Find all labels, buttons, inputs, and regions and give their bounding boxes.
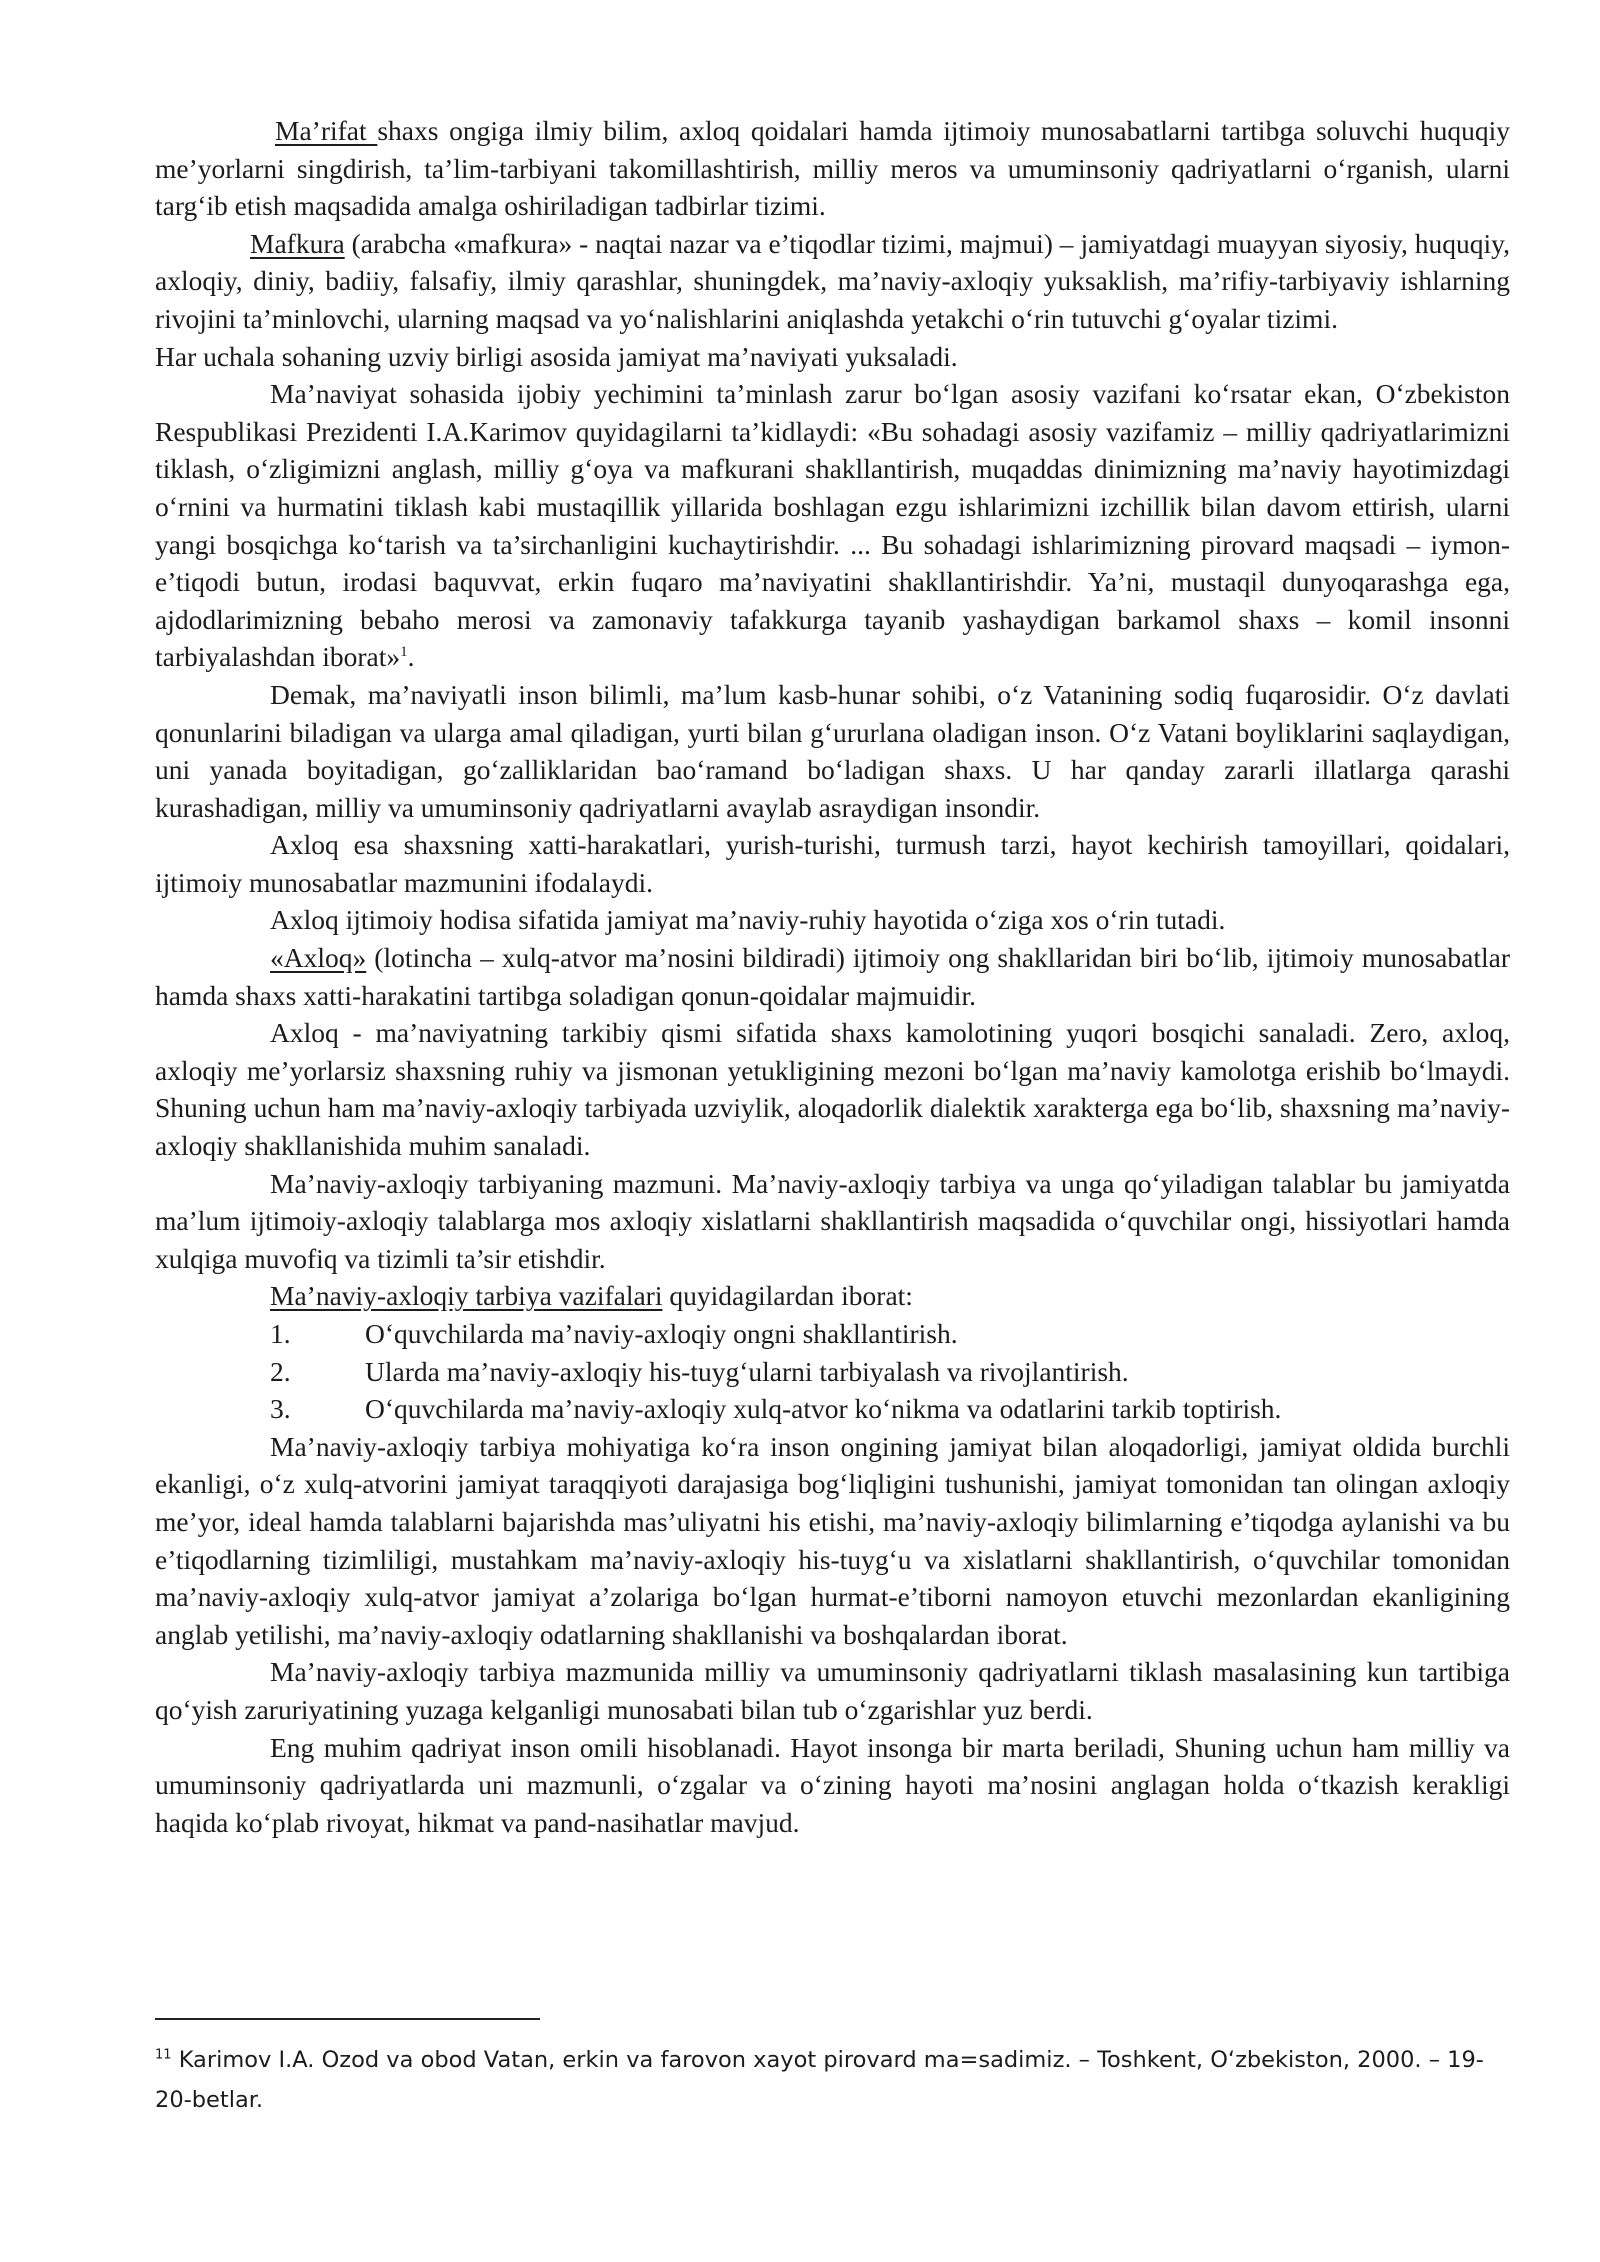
footnote-text: Karimov I.A. Ozod va obod Vatan, erkin va farovon xayot pirovard ma=sadimiz. – Toshkent, O‘zbekiston, 2000. – 19-20-betlar. [155, 2047, 1484, 2113]
tasks-list [155, 1315, 1510, 1428]
list-text: O‘quvchilarda ma’naviy-axloqiy ongni shakllantirish. [365, 1318, 958, 1349]
list-number: 3. [270, 1393, 291, 1425]
footnote-reference: 1 [400, 644, 408, 661]
paragraph-values-restoration: Ma’naviy-axloqiy tarbiya mazmunida milliy va umuminsoniy qadriyatlarni tiklash masalasining kun tartibiga qo‘yish zaruriyatining yuzaga kelganligi munosabati bilan tub o‘zgarishlar yuz berdi. [155, 1656, 1510, 1725]
list-item [155, 1390, 1510, 1428]
paragraph-manaviyatli-inson: Demak, ma’naviyatli inson bilimli, ma’lum kasb-hunar sohibi, o‘z Vatanining sodiq fuqarosidir. O‘z davlati qonunlarini biladigan va ularga amal qiladigan, yurti bilan g‘ururlana oladigan inson. O‘z Vatani boyliklarini saqlaydigan, uni yanada boyitadigan, go‘zalliklaridan bao‘ramand bo‘ladigan shaxs. U har qanday zararli illatlarga qarashi kurashadigan, milliy va umuminsoniy qadriyatlarni avaylab asraydigan insondir. [155, 678, 1510, 823]
paragraph-text: (lotincha – xulq-atvor ma’nosini bildiradi) ijtimoiy ong shakllaridan biri bo‘lib, ijtimoiy munosabatlar hamda shaxs xatti-harakatini tartibga soladigan qonun-qoidalar majmuidir. [155, 942, 1510, 1011]
paragraph-summary: Har uchala sohaning uzviy birligi asosida jamiyat ma’naviyati yuksaladi. [155, 340, 958, 372]
list-number: 2. [270, 1355, 291, 1387]
paragraph-axloq-term [155, 939, 1510, 1014]
paragraph-end: . [407, 641, 415, 673]
list-item [155, 1353, 1510, 1391]
list-text: Ularda ma’naviy-axloqiy his-tuyg‘ularni tarbiyalash va rivojlantirish. [365, 1355, 1129, 1387]
document-body [155, 112, 1510, 1841]
term-mafkura: Mafkura [250, 227, 345, 259]
footnote [155, 2040, 1515, 2120]
paragraph-axloq-social: Axloq ijtimoiy hodisa sifatida jamiyat ma’naviy-ruhiy hayotida o‘ziga xos o‘rin tutadi. [270, 904, 1226, 936]
paragraph-axloq-definition: Axloq esa shaxsning xatti-harakatlari, yurish-turishi, turmush tarzi, hayot kechirish tamoyillari, qoidalari, ijtimoiy munosabatlar mazmunini ifodalaydi. [155, 829, 1510, 898]
paragraph-text: shaxs ongiga ilmiy bilim, axloq qoidalari hamda ijtimoiy munosabatlarni tartibga soluvchi huquqiy me’yorlarni singdirish, ta’lim-tarbiyani takomillashtirish, milliy meros va umuminsoniy qadriyatlarni o‘rganish, ularni targ‘ib etish maqsadida amalga oshiriladigan tadbirlar tizimi. [155, 115, 1510, 222]
term-axloq: «Axloq» [270, 942, 367, 974]
paragraph-tarbiya-essence: Ma’naviy-axloqiy tarbiya mohiyatiga ko‘ra inson ongining jamiyat bilan aloqadorligi, jamiyat oldida burchli ekanligi, o‘z xulq-atvorini jamiyat taraqqiyoti darajasiga bog‘liqligini tushunishi, jamiyat tomonidan tan olingan axloqiy me’yor, ideal hamda talablarni bajarishda mas’uliyatni his etishi, ma’naviy-axloqiy bilimlarning e’tiqodga aylanishi va bu e’tiqodlarning tizimliligi, mustahkam ma’naviy-axloqiy his-tuyg‘u va xislatlarni shakllantirish, o‘quvchilar tomonidan ma’naviy-axloqiy xulq-atvor jamiyat a’zolariga bo‘lgan hurmat-e’tiborni namoyon etuvchi mezonlardan ekanligining anglab yetilishi, ma’naviy-axloqiy odatlarning shakllanishi va boshqalardan iborat. [155, 1430, 1510, 1650]
term-tasks: Ma’naviy-axloqiy tarbiya vazifalari [270, 1280, 663, 1312]
paragraph-text: (arabcha «mafkura» - naqtai nazar va e’tiqodlar tizimi, majmui) – jamiyatdagi muayyan siyosiy, huquqiy, axloqiy, diniy, badiiy, falsafiy, ilmiy qarashlar, shuningdek, ma’naviy-axloqiy yuksaklish, ma’rifiy-tarbiyaviy ishlarning rivojini ta’minlovchi, ularning maqsad va yo‘nalishlarini aniqlashda yetakchi o‘rin tutuvchi g‘oyalar tizimi. [155, 227, 1510, 334]
list-text: O‘quvchilarda ma’naviy-axloqiy xulq-atvor ko‘nikma va odatlarini tarkib toptirish. [365, 1393, 1282, 1425]
paragraph-marifat [155, 112, 1510, 225]
paragraph-human-factor: Eng muhim qadriyat inson omili hisoblanadi. Hayot insonga bir marta beriladi, Shuning uchun ham milliy va umuminsoniy qadriyatlarda uni mazmunli, o‘zgalar va o‘zining hayoti ma’nosini anglagan holda o‘tkazish kerakligi haqida ko‘plab rivoyat, hikmat va pand-nasihatlar mavjud. [155, 1731, 1510, 1838]
paragraph-text: quyidagilardan iborat: [662, 1280, 913, 1312]
paragraph-axloq-part: Axloq - ma’naviyatning tarkibiy qismi sifatida shaxs kamolotining yuqori bosqichi sanaladi. Zero, axloq, axloqiy me’yorlarsiz shaxsning ruhiy va jismonan yetukligining mezoni bo‘lgan ma’naviy kamolotga erishib bo‘lmaydi. Shuning uchun ham ma’naviy-axloqiy tarbiyada uzviylik, aloqadorlik dialektik xarakterga ega bo‘lib, shaxsning ma’naviy-axloqiy shakllanishida muhim sanaladi. [155, 1017, 1510, 1162]
term-marifat: Ma’rifat [275, 115, 378, 146]
footnote-separator [155, 2018, 540, 2020]
list-number: 1. [270, 1318, 291, 1349]
paragraph-text: Ma’naviyat sohasida ijobiy yechimini ta’minlash zarur bo‘lgan asosiy vazifani ko‘rsatar ekan, O‘zbekiston Respublikasi Prezidenti I.A.Karimov quyidagilarni ta’kidlaydi: «Bu sohadagi asosiy vazifamiz – milliy qadriyatlarimizni tiklash, o‘zligimizni anglash, milliy g‘oya va mafkurani shakllantirish, muqaddas dinimizning ma’naviy hayotimizdagi o‘rnini va hurmatini tiklash kabi mustaqillik yillarida boshlagan ezgu ishlarimizni izchillik bilan davom ettirish, ularni yangi bosqichga ko‘tarish va ta’sirchanligini kuchaytirishdir. ... Bu sohadagi ishlarimizning pirovard maqsadi – iymon-e’tiqodi butun, irodasi baquvvat, erkin fuqaro ma’naviyatini shakllantirishdir. Ya’ni, mustaqil dunyoqarashga ega, ajdodlarimizning bebaho merosi va zamonaviy tafakkurga tayanib yashaydigan barkamol shaxs – komil insonni tarbiyalashdan iborat» [155, 378, 1510, 673]
paragraph-tasks-heading [155, 1277, 1510, 1315]
paragraph-mafkura [155, 225, 1510, 338]
paragraph-quote [155, 375, 1510, 676]
list-item [155, 1315, 1510, 1353]
footnote-mark: 11 [155, 2047, 172, 2063]
paragraph-tarbiya-content: Ma’naviy-axloqiy tarbiyaning mazmuni. Ma’naviy-axloqiy tarbiya va unga qo‘yiladigan talablar bu jamiyatda ma’lum ijtimoiy-axloqiy talablarga mos axloqiy xislatlarni shakllantirish maqsadida o‘quvchilar ongi, hissiyotlari hamda xulqiga muvofiq va tizimli ta’sir etishdir. [155, 1167, 1510, 1274]
